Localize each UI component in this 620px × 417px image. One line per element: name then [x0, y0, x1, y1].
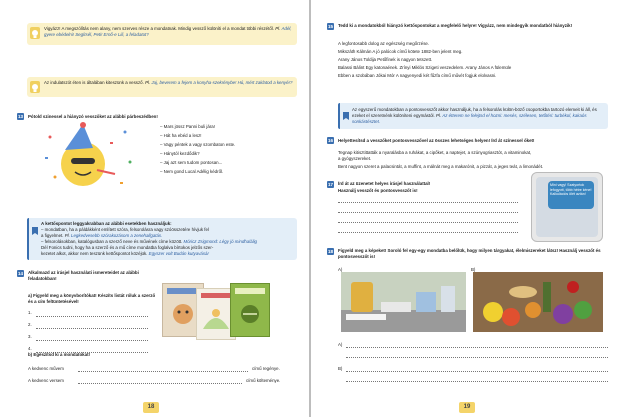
answer-line[interactable]: [338, 202, 518, 203]
answer-line[interactable]: [338, 232, 518, 233]
sentence: Bent nagyon szeret a palacsintát, a muffint, a málnát meg a makarónit, a pizzát, a jeges teát, a limonádét.: [338, 164, 544, 169]
info-line: a figyelmet.: [41, 233, 64, 238]
info-line: – mondatban, ha a páldákként említett szóra, felsorolásra vagy szóösszetére hívjuk fel: [41, 227, 209, 232]
fill-in-line[interactable]: [78, 383, 242, 384]
list-number: 4.: [28, 346, 32, 351]
exercise-16-title: Helyettesítsd a vesszőket pontosvesszővel az összes lehetséges helyen! Írd át színessel őket!: [338, 138, 535, 143]
info-example: Az étterem ne felejtsd el hozni: mesés, szélesen, tetőtéri: turbékol, kakaós sonkástésztet.: [352, 113, 587, 124]
sentence: Arany János Toldija Petőfinek is nagyon tetszett.: [338, 57, 433, 62]
dialogue-line: – Vagy péntek a vagy szombaton este.: [160, 142, 236, 147]
sentence-stem-2: A kedvenc versem: [28, 378, 64, 383]
exercise-15-title: Tedd ki a mondatokból hiányzó kettőspontokat a megfelelő helyre! Vigyázz, nem mindegyik mondatból hiányzik!: [338, 23, 573, 28]
info-stripe: [338, 103, 340, 129]
tip-text-2: Az indulatszót éten is általában kiteszünk a vessző.: [44, 80, 144, 85]
dialogue-list: [160, 124, 235, 175]
subtask-b-text: Egészítsd ki a mondatokat!: [33, 352, 90, 357]
page-left: [0, 0, 309, 417]
exercise-17-subtitle: Használj vesszőt és pontosvesszőt is!: [338, 188, 418, 193]
exercise-14-title: Alkalmazd az írásjel használati ismereteidet az alábbi feladatokban!: [28, 270, 139, 281]
dialogue-line: – Hát ha ebéd a lesz!: [160, 133, 202, 138]
sentence: Tegnap kitisztittatták a nyaralásba a ruhákat, a cipőket, a naptejet, a szúnyogriasztót, a vitaminokat,: [338, 150, 532, 155]
subtask-a-label: a): [28, 293, 32, 298]
exercise-15-sentences: [338, 41, 511, 79]
tip-text-1: Vigyázz! A megszólítás nem alany, nem szerves része a mondatnak. Mindig vessző különíti el a mondat többi részétől.: [44, 26, 274, 31]
info-icon: [343, 107, 349, 115]
book-cover-3: [230, 283, 270, 337]
exercise-13-number: 13: [17, 114, 23, 119]
answer-line[interactable]: [338, 212, 518, 213]
photo-a-label: A): [338, 267, 343, 272]
info-example-label: Pl.: [64, 233, 70, 238]
sentence-tail-1: című regénye.: [252, 366, 280, 371]
info-line: – felsorolásokban, katalógusban a szerző neve és művének címe között.: [41, 239, 183, 244]
info-example: Móricz Zsigmond: Légy jó mindhalálig: [183, 239, 258, 244]
exercise-16-sentences: [338, 150, 543, 170]
exercise-17-number: 17: [327, 182, 333, 187]
dialogue-line: – Nem gond Lucal Adélig kédről.: [160, 169, 224, 174]
info-box-colon: [27, 218, 297, 260]
answer-line[interactable]: [346, 381, 608, 382]
answer-b-label: B): [338, 366, 343, 371]
answer-line[interactable]: [346, 371, 608, 372]
list-number: 1.: [28, 310, 32, 315]
photo-b-food: [473, 272, 603, 332]
page-number-left: 18: [143, 402, 159, 413]
party-illustration: [35, 122, 145, 194]
lightbulb-icon: [30, 81, 40, 93]
exercise-17-title: Írd át az üzenetet helyes írásjel használattal!: [338, 181, 431, 186]
info-example: Legkedvesebb szórakozásom a zenehallgatás.: [71, 233, 163, 238]
exercise-14-number: 14: [17, 271, 23, 276]
sentence: Mikszáth Kálmán A jó palócok című kötete 1882-ben jelent meg.: [338, 49, 463, 54]
subtask-b-label: b): [28, 352, 33, 357]
info-stripe: [27, 218, 29, 260]
chat-bubble: Mini vagy! Szatyortok lefogyott, több hétre kéne! Kalkulációs ölét aztán!: [548, 181, 594, 209]
sentence: a gyógyszereket.: [338, 156, 372, 161]
list-number: 2.: [28, 322, 32, 327]
lightbulb-icon: [30, 27, 40, 39]
info-line: kezetet alkot, akkor nem teszünk kettőspontot közéjük.: [41, 251, 148, 256]
tip-box-1: [27, 23, 297, 45]
phone-illustration: [531, 172, 603, 242]
list-number: 3.: [28, 334, 32, 339]
answer-line[interactable]: [36, 316, 148, 317]
page-number-right: 19: [459, 402, 475, 413]
dialogue-line: – Mars jössz Panni buli jára!: [160, 124, 215, 129]
sentence: Ebben a szobában Jókai Mór A nagyenyedi két fűzfa című művét fogjuk elolvasni.: [338, 73, 497, 78]
answer-line[interactable]: [346, 347, 608, 348]
exercise-13-title: Pótold szinessel a hiányzó vesszőket az alábbi párbeszédben!: [28, 114, 158, 119]
info-title: A kettőspontot leggyakrabban az alábbi esetekben használjuk:: [41, 221, 172, 226]
info-example-label: Pl.: [435, 113, 442, 118]
sentence-tail-2: című költeménye.: [246, 378, 281, 383]
tip-example-2: Jaj, beverem a fejem a konyha-szekrénybe! Hú, mért zaklatod a kenyér?: [151, 80, 293, 85]
dialogue-line: – Hánytól kezdődik?: [160, 151, 200, 156]
tip-example-1: Adél, gyere ebédelni! Segítsél, Peti! Ernő-e Lili, a feladatot?: [44, 26, 292, 37]
photo-a-office: [341, 272, 466, 332]
info-icon: [32, 222, 38, 230]
tip-box-2: [27, 77, 297, 97]
answer-line[interactable]: [36, 328, 148, 329]
sentence: Balassi Bálint Egy katonaének. Zrínyi Miklós Szigeti veszedelem. Arany János A fülemüle: [338, 65, 512, 70]
tip-example-label-1: Pl.: [275, 26, 281, 31]
answer-line[interactable]: [36, 340, 148, 341]
page-right: [311, 0, 620, 417]
subtask-a-text: Figyeld meg a könyvborítókat! Készíts listát róluk a szerző és a cím feltüntetésével!: [28, 293, 156, 304]
fill-in-line[interactable]: [78, 371, 248, 372]
info-text: Az egyszerű mondatokban a pontosvesszőt akkor használjuk, ha a felsorolás külön-böző csoportokba tartozó elemeit ki áll, és ezeket el szeretnénk különíteni egymástól.: [352, 107, 597, 118]
answer-line[interactable]: [346, 357, 608, 358]
exercise-18-number: 18: [327, 249, 333, 254]
photo-b-label: B): [471, 267, 476, 272]
exercise-15-number: 15: [327, 24, 333, 29]
info-line: Dél Fonics tudni, hogy ha a szerző és a mű címe mondatba foglalva bírtokos jelzős szer-: [41, 245, 214, 250]
sentence: A legfontosabb dolog az egészség megőrzése.: [338, 41, 430, 46]
dialogue-line: – Jaj azt sem tudom pontosan...: [160, 160, 223, 165]
info-example: Egyszer volt Budán kutyavásár: [148, 251, 209, 256]
exercise-18-title: Figyeld meg a képeket! Soroló fel egy-egy mondatba belőlük, hogy milyen tárgyakat, élelmiszereket látsz! Használj vesszőt és pontosvesszőt is!: [338, 248, 601, 259]
answer-line[interactable]: [338, 222, 518, 223]
tip-example-label-2: Pl.: [145, 80, 151, 85]
info-box-semicolon: [338, 103, 608, 129]
sentence-stem-1: A kedvenc művem: [28, 366, 64, 371]
answer-a-label: A): [338, 342, 343, 347]
exercise-16-number: 16: [327, 138, 333, 143]
